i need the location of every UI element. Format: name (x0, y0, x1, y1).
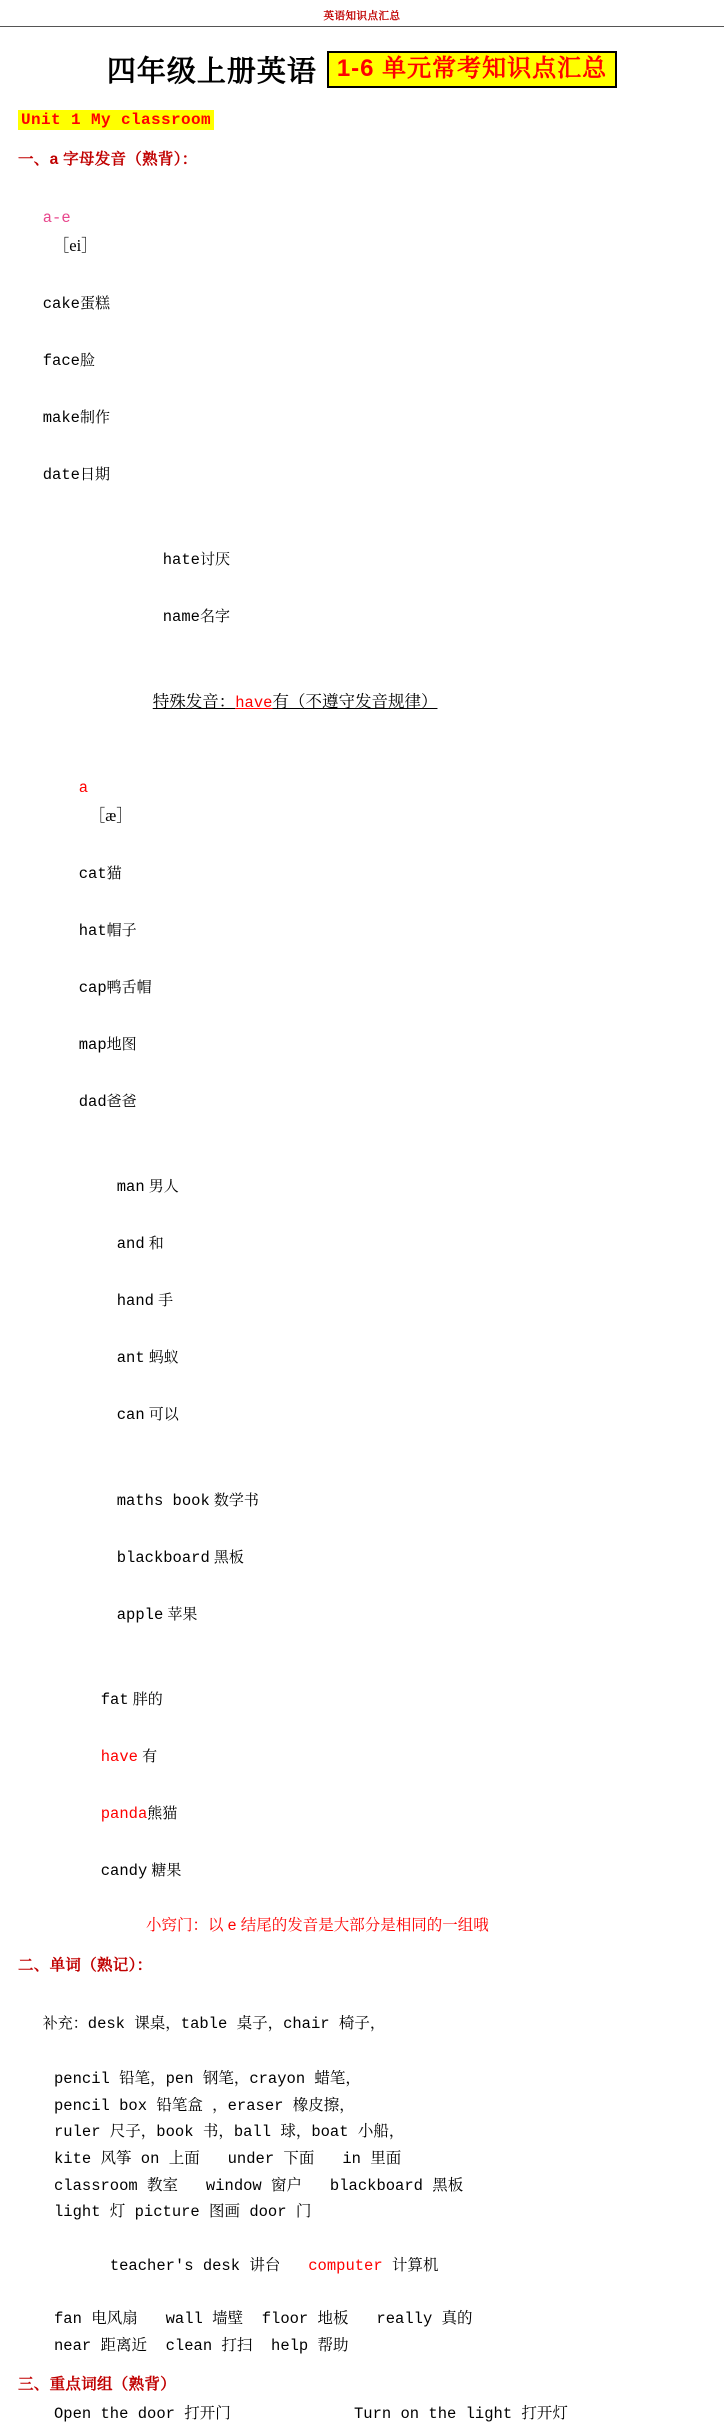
vocab-line-3: pencil box 铅笔盒 ，eraser 橡皮擦， (54, 2096, 355, 2115)
pron-pattern-ae: a-e (42, 209, 71, 228)
gloss-map: 地图 (106, 1035, 137, 1053)
word-can: can (116, 1406, 145, 1425)
unit-heading: Unit 1 My classroom (18, 110, 214, 130)
special-pron-word: have (235, 693, 273, 712)
pron-line-1 (18, 175, 706, 517)
gloss-and: 和 (148, 1235, 164, 1253)
gloss-date: 日期 (79, 465, 110, 483)
word-cat: cat (78, 864, 107, 883)
vocab-line-6: classroom 教室 window 窗户 blackboard 黑板 (54, 2176, 464, 2195)
word-make: make (42, 408, 80, 427)
section-heading-1: 一、a 字母发音（熟背）： (18, 151, 198, 168)
section-heading-3: 三、重点词组（熟背） (18, 2376, 177, 2394)
gloss-panda: 熊猫 (147, 1805, 178, 1823)
gloss-maths-book: 数学书 (213, 1491, 259, 1509)
vocab-line-4: ruler 尺子，book 书，ball 球，boat 小船， (54, 2123, 405, 2142)
gloss-name: 名字 (199, 608, 230, 626)
vocab-line-8 (18, 2226, 706, 2306)
pron-pattern-a: a (78, 779, 89, 798)
gloss-man: 男人 (148, 1178, 179, 1196)
gloss-ant: 蚂蚁 (148, 1349, 179, 1367)
section-heading-2: 二、单词（熟记）： (18, 1956, 153, 1974)
pron-ipa-ei: ［ei］ (52, 236, 98, 256)
special-pron-note: 有（不遵守发音规律） (272, 691, 438, 711)
vocab-line-8-text: teacher's desk 讲台 computer 计算机 (109, 2256, 439, 2275)
vocab-line-5: kite 风筝 on 上面 under 下面 in 里面 (54, 2149, 402, 2168)
title-row (18, 49, 706, 90)
gloss-face: 脸 (79, 351, 95, 369)
vocab-text-1: desk 课桌，table 桌子，chair 椅子， (87, 2014, 386, 2033)
running-header: 英语知识点汇总 (323, 10, 401, 22)
document-content (0, 49, 724, 2423)
word-have: have (100, 1748, 138, 1767)
page-title: 四年级上册英语 (106, 56, 317, 88)
word-maths-book: maths book (116, 1491, 210, 1510)
gloss-cap: 鸭舌帽 (106, 978, 152, 996)
vocab-prefix: 补充： (42, 2014, 88, 2032)
word-hat: hat (78, 921, 107, 940)
word-date: date (42, 465, 80, 484)
word-ant: ant (116, 1349, 145, 1368)
vocab-line-1 (18, 1981, 706, 2066)
gloss-cake: 蛋糕 (79, 294, 110, 312)
word-map: map (78, 1035, 107, 1054)
gloss-fat: 胖的 (132, 1691, 163, 1709)
word-blackboard: blackboard (116, 1548, 210, 1567)
phrase-row (18, 2401, 706, 2423)
gloss-make: 制作 (79, 408, 110, 426)
title-highlight-box: 1-6 单元常考知识点汇总 (327, 51, 617, 88)
header-divider (0, 26, 724, 27)
word-cake: cake (42, 294, 80, 313)
word-hand: hand (116, 1292, 154, 1311)
gloss-candy: 糖果 (151, 1862, 182, 1880)
word-fat: fat (100, 1691, 129, 1710)
phrase-open-the-door: Open the door 打开门 (54, 2405, 231, 2423)
pron-line-3 (18, 745, 706, 1144)
word-face: face (42, 351, 80, 370)
unit-heading-wrap (18, 96, 706, 134)
pron-line-6 (18, 1657, 706, 1914)
gloss-have: 有 (142, 1748, 158, 1766)
pron-tip: 小窍门：以 e 结尾的发音是大部分是相同的一组哦 (146, 1917, 489, 1935)
vocab-line-9: fan 电风扇 wall 墙壁 floor 地板 really 真的 (54, 2309, 473, 2328)
pron-line-5 (18, 1457, 706, 1656)
gloss-hand: 手 (158, 1292, 174, 1310)
gloss-dad: 爸爸 (106, 1092, 137, 1110)
vocab-line-2: pencil 铅笔，pen 钢笔，crayon 蜡笔， (54, 2069, 361, 2088)
word-apple: apple (116, 1605, 164, 1624)
phrase-turn-on-the-light: Turn on the light 打开灯 (354, 2405, 568, 2423)
pron-ipa-ae: ［æ］ (88, 805, 133, 825)
vocab-line-10: near 距离近 clean 打扫 help 帮助 (54, 2336, 349, 2355)
pron-line-2 (18, 517, 706, 659)
word-dad: dad (78, 1092, 107, 1111)
special-pron-label: 特殊发音： (152, 691, 236, 711)
pron-special-line (18, 659, 706, 744)
word-man: man (116, 1178, 145, 1197)
word-candy: candy (100, 1862, 148, 1881)
word-cap: cap (78, 978, 107, 997)
gloss-apple: 苹果 (167, 1605, 198, 1623)
word-and: and (116, 1235, 145, 1254)
gloss-cat: 猫 (106, 864, 122, 882)
gloss-blackboard: 黑板 (213, 1548, 244, 1566)
word-panda: panda (100, 1805, 148, 1824)
gloss-can: 可以 (148, 1406, 179, 1424)
word-hate: hate (162, 551, 200, 570)
gloss-hate: 讨厌 (199, 551, 230, 569)
word-name: name (162, 608, 200, 627)
gloss-hat: 帽子 (106, 921, 137, 939)
pron-line-4 (18, 1144, 706, 1458)
vocab-line-7: light 灯 picture 图画 door 门 (54, 2203, 312, 2222)
word-computer: computer (308, 2256, 383, 2275)
